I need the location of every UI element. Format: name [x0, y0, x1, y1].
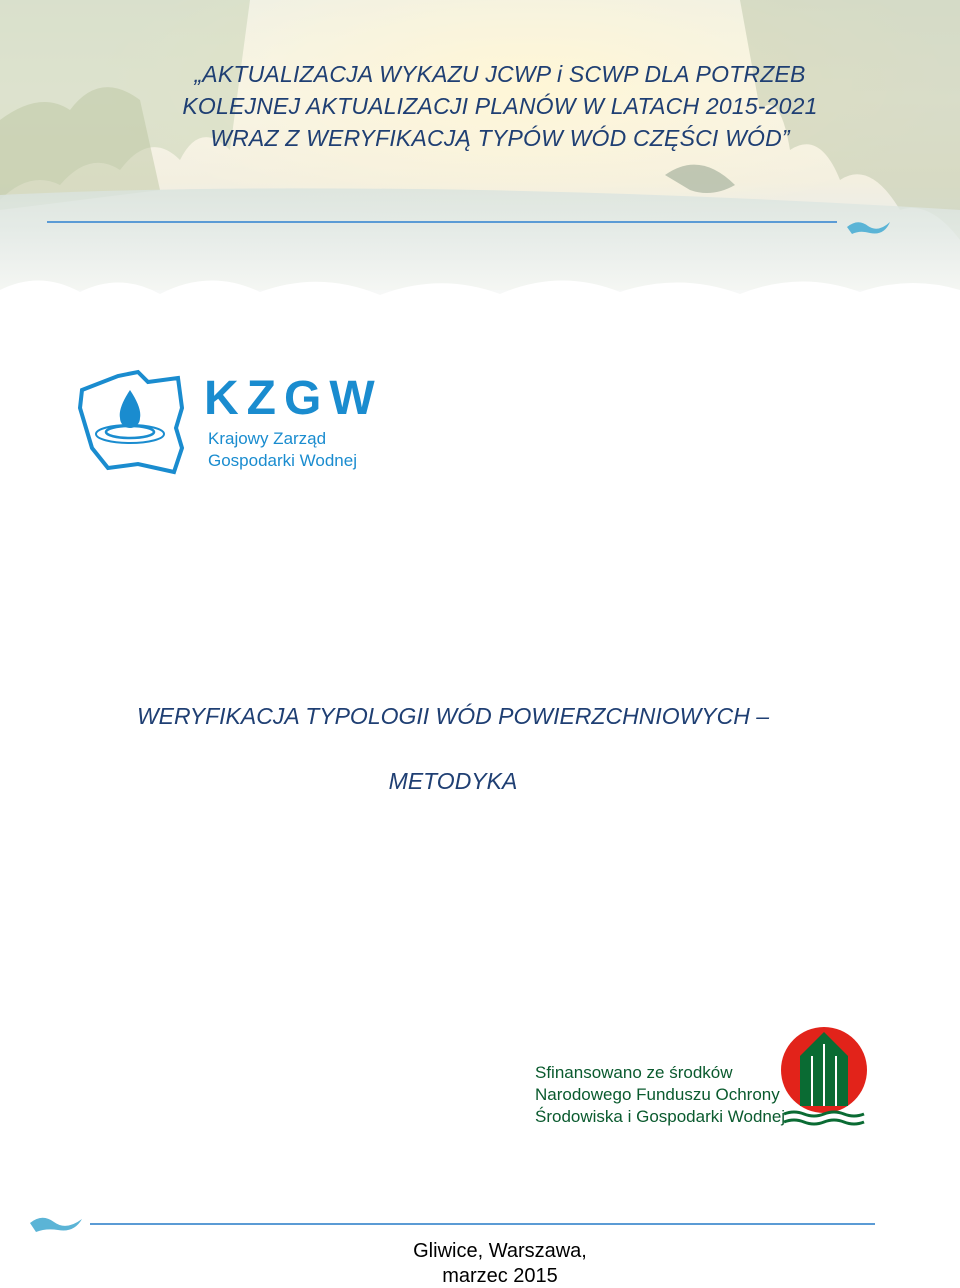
funding-line: Sfinansowano ze środków — [535, 1063, 733, 1082]
publication-place: Gliwice, Warszawa, — [413, 1240, 587, 1262]
funding-line: Środowiska i Gospodarki Wodnej — [535, 1107, 786, 1126]
kzgw-logo — [78, 368, 398, 483]
divider-line — [47, 221, 837, 223]
report-title — [0, 58, 960, 154]
logo-name-line: Krajowy Zarząd — [208, 429, 327, 448]
lake-landscape-image — [0, 0, 960, 330]
footer-divider-line — [90, 1223, 875, 1225]
publication-date: marzec 2015 — [442, 1265, 558, 1287]
funding-line: Narodowego Funduszu Ochrony — [535, 1085, 780, 1104]
document-subtitle-methodology: METODYKA — [388, 768, 518, 794]
logo-acronym: KZGW — [204, 372, 383, 425]
wave-icon — [28, 1213, 84, 1235]
title-line: „AKTUALIZACJA WYKAZU JCWP i SCWP DLA POTRZEB — [194, 61, 806, 87]
document-subtitle: WERYFIKACJA TYPOLOGII WÓD POWIERZCHNIOWYCH – — [136, 703, 770, 729]
nfosigw-logo-icon — [778, 1026, 870, 1130]
title-line: KOLEJNEJ AKTUALIZACJI PLANÓW W LATACH 2015-2021 — [182, 93, 818, 119]
funding-statement — [535, 1062, 785, 1128]
logo-name-line: Gospodarki Wodnej — [208, 451, 357, 470]
header-banner — [0, 0, 960, 330]
title-line: WRAZ Z WERYFIKACJĄ TYPÓW WÓD CZĘŚCI WÓD” — [210, 125, 790, 151]
